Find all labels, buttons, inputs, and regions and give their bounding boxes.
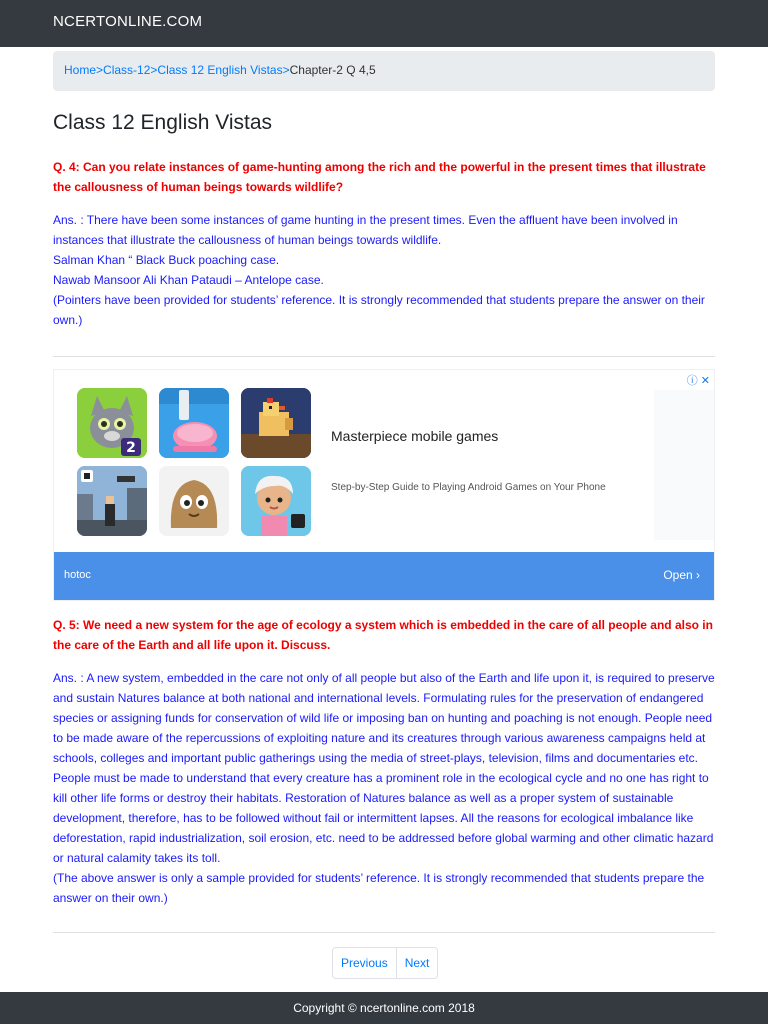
answer-5-line: (The above answer is only a sample provided for students’ reference. It is strongly recommended that students prepare the answer on their own.) [53,871,705,905]
breadcrumb-home[interactable]: Home [64,63,97,77]
toca-boca-icon[interactable] [241,466,311,536]
breadcrumb-separator: > [282,63,290,77]
ad-subtitle: Step-by-Step Guide to Playing Android Games on Your Phone [331,482,606,493]
answer-4-line: Ans. : There have been some instances of game hunting in the present times. Even the affluent have been involved in instances that illustrate the callousness of human beings towards wildlife. [53,213,678,247]
footer [0,992,768,1024]
breadcrumb [53,51,715,91]
soap-cutting-icon[interactable] [159,388,229,458]
answer-4-line: Salman Khan “ Black Buck poaching case. [53,253,280,267]
pou-icon[interactable] [159,466,229,536]
talking-tom-icon[interactable] [77,388,147,458]
chicken-pixel-icon[interactable] [241,388,311,458]
answer-5-line: Ans. : A new system, embedded in the care not only of all people but also of the Earth and life upon it, is required to preserve and sustain Natures balance at both national and international levels. Formulating rules for the preservation of endangered species or assigning funds for conservation of wild life or imposing ban on hunting and poaching is not enough. People need to be made aware of the repercussions of exploiting nature and its creatures through various awareness campaigns held at schools, colleges and important public gatherings using the media of street-plays, television, films and documentaries etc. People must be made to understand that every creature has a prominent role in the ecological cycle and no one has right to kill other life forms or destroy their habitats. Restoration of Natures balance as well as a proper system of sustainable development, therefore, has to be followed without fail or intermittent lapses. All the reasons for ecological imbalance like deforestation, rapid industrialization, soil erosion, etc. need to be addressed before global warming and other climatic hazard or natural calamity takes its toll. [53,671,715,865]
ad-advertiser: hotoc [64,569,91,581]
roblox-city-icon[interactable] [77,466,147,536]
answer-5 [53,668,715,908]
answer-4-line: (Pointers have been provided for students’ reference. It is strongly recommended that students prepare the answer on their own.) [53,293,705,327]
divider [53,932,715,933]
pagination [332,947,438,979]
breadcrumb-english-vistas[interactable]: Class 12 English Vistas [157,63,283,77]
top-navbar [0,0,768,47]
site-brand-link[interactable]: NCERTONLINE.COM [53,13,203,30]
previous-button[interactable]: Previous [332,947,397,979]
breadcrumb-current: Chapter-2 Q 4,5 [289,63,376,77]
page-title: Class 12 English Vistas [53,111,273,134]
answer-4 [53,210,715,330]
breadcrumb-separator: > [150,63,158,77]
svg-text:2: 2 [126,440,136,456]
ad-background-art [654,390,714,540]
ad-close-icon[interactable]: ⓘ ✕ [686,375,710,387]
divider [53,356,715,357]
copyright-text: Copyright © ncertonline.com 2018 [293,1001,475,1015]
breadcrumb-class-12[interactable]: Class-12 [103,63,151,77]
answer-4-line: Nawab Mansoor Ali Khan Pataudi – Antelope case. [53,273,324,287]
ad-title[interactable]: Masterpiece mobile games [331,428,499,444]
ad-open-button[interactable]: Open › [663,568,700,582]
ad-cta-bar[interactable] [54,552,714,600]
question-4: Q. 4: Can you relate instances of game-hunting among the rich and the powerful in the present times that illustrate the callousness of human beings towards wildlife? [53,160,706,194]
breadcrumb-separator: > [96,63,104,77]
next-button[interactable]: Next [397,947,439,979]
advertisement[interactable] [53,369,715,601]
question-5: Q. 5: We need a new system for the age of ecology a system which is embedded in the care of all people and also in the care of the Earth and all life upon it. Discuss. [53,618,713,652]
